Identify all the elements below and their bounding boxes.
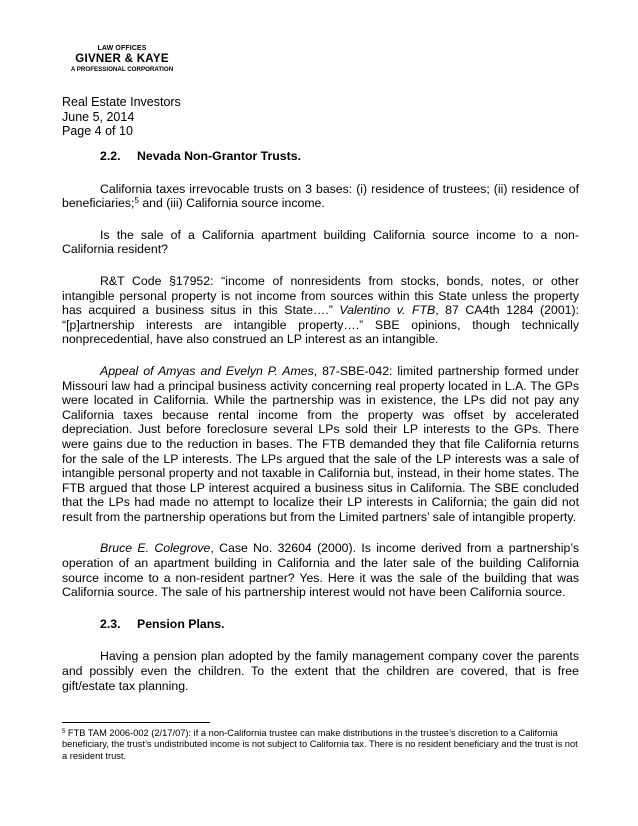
paragraph-text: and (iii) California source income.: [138, 196, 325, 211]
footnote: [62, 728, 579, 762]
footnote-reference: 5: [134, 196, 139, 206]
paragraph-text: , 87 CA4th 1284 (2001): “[p]artnership interests are intangible property….” SBE opinions, though technically nonprecedential, have also construed an LP interest as an intangible.: [62, 303, 580, 347]
page-number-line: Page 4 of 10: [62, 124, 133, 138]
letterhead-firm-name: GIVNER & KAYE: [75, 53, 169, 65]
address-block: [62, 95, 181, 139]
section-heading-2-2: [100, 149, 579, 164]
section-number: 2.3.: [100, 616, 121, 631]
footnote-number: 5: [62, 729, 66, 735]
footnote-divider: [62, 722, 210, 723]
paragraph-rt-code: [62, 274, 579, 347]
letterhead-corporation: A PROFESSIONAL CORPORATION: [70, 66, 174, 73]
paragraph-colegrove: [62, 541, 579, 599]
paragraph-question: Is the sale of a California apartment building California source income to a non-California resident?: [62, 227, 579, 257]
footnote-text: FTB TAM 2006-002 (2/17/07): if a non-California trustee can make distributions in the trustee’s discretion to a California beneficiary, the trust’s undistributed income is not subject to California tax. There is no resident beneficiary and the trust is not a resident trust.: [62, 728, 578, 761]
letterhead: [62, 44, 182, 74]
paragraph-text: California taxes irrevocable trusts on 3 bases: (i) residence of trustees; (ii) residence of beneficiaries;: [62, 181, 579, 211]
paragraph-pension-plans: Having a pension plan adopted by the family management company cover the parents and possibly even the children. To the extent that the children are covered, that is free gift/estate tax planning.: [62, 649, 579, 693]
letterhead-law-offices: LAW OFFICES: [97, 45, 147, 52]
paragraph-text: , 87-SBE-042: limited partnership formed under Missouri law had a principal business activity concerning real property located in L.A. The GPs were located in California. While the partnership was in existence, the LPs did not pay any California taxes because rental income from the property was offset by accelerated depreciation. Just before foreclosure several LPs sold their LP interests to the GPs. There were gains due to the reduction in bases. The FTB demanded they that file California returns for the sale of the LP interests. The LPs argued that the sale of the LP interests was a sale of intangible personal property and not taxable in California but, instead, in their home states. The FTB argued that those LP interest acquired a business situs in California. The SBE concluded that the LPs had made no attempt to localize their LP interests in California; the gain did not result from the partnership operations but from the Limited partners’ sale of intangible property.: [62, 363, 579, 524]
case-citation: Valentino v. FTB: [339, 303, 436, 318]
section-number: 2.2.: [100, 149, 121, 163]
section-heading-2-3: [100, 617, 579, 632]
date-line: June 5, 2014: [62, 109, 135, 124]
paragraph-text: , Case No. 32604 (2000). Is income derived from a partnership’s operation of an apartment building in California and the later sale of the building California source income to a non-resident partner? Yes. Here it was the sale of the building that was California source. The sale of his partnership interest would not have been California source.: [62, 541, 579, 600]
paragraph-ames-appeal: [62, 364, 579, 525]
paragraph-text: R&T Code §17952: “income of nonresidents from stocks, bonds, notes, or other intangible personal property is not income from sources within this State unless the property has acquired a business situs in this State….”: [62, 273, 579, 318]
case-citation: Bruce E. Colegrove: [100, 541, 211, 556]
case-citation: Appeal of Amyas and Evelyn P. Ames: [100, 363, 314, 378]
paragraph-trust-bases: [62, 182, 579, 211]
recipient-line: Real Estate Investors: [62, 95, 181, 109]
section-title: Nevada Non-Grantor Trusts.: [137, 149, 301, 163]
document-body: [62, 149, 579, 710]
section-title: Pension Plans.: [137, 616, 225, 631]
